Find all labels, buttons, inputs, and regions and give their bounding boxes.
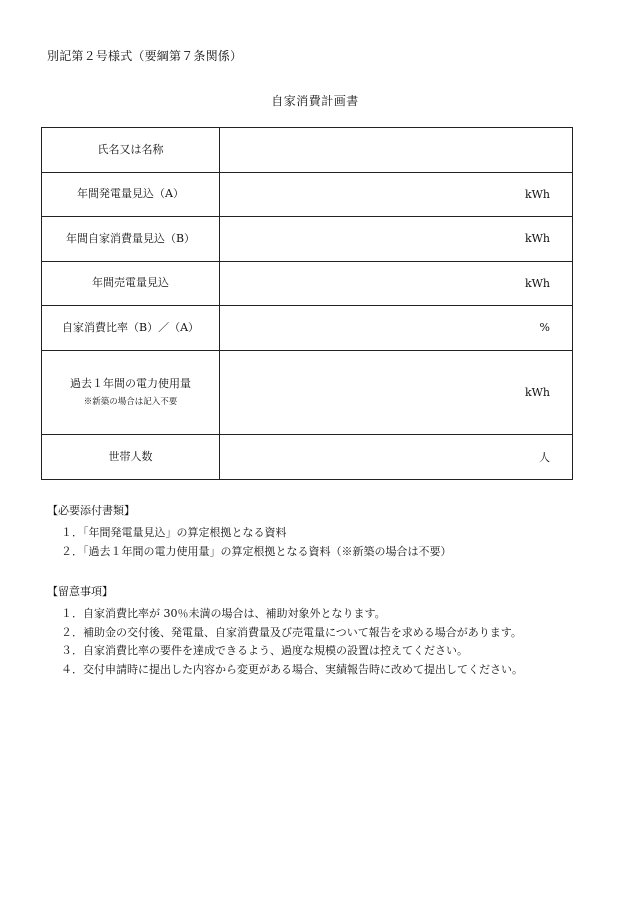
list-item: １．自家消費比率が 30％未満の場合は、補助対象外となります。 <box>61 607 386 620</box>
table-row-annual-self-consumption <box>42 217 573 262</box>
required-documents-section <box>47 502 452 561</box>
unit-label: 人 <box>539 451 550 465</box>
self-consumption-ratio-field[interactable] <box>220 306 573 351</box>
row-label-household-size: 世帯人数 <box>42 435 220 480</box>
list-item: ２．補助金の交付後、発電量、自家消費量及び売電量について報告を求める場合があります。 <box>61 625 522 639</box>
past-usage-field[interactable] <box>220 350 573 435</box>
household-size-field[interactable] <box>220 435 573 480</box>
row-label-past-usage <box>42 350 220 435</box>
unit-label: kWh <box>524 276 550 290</box>
row-label-annual-self-consumption: 年間自家消費量見込（B） <box>42 217 220 262</box>
list-item: ３．自家消費比率の要件を達成できるよう、過度な規模の設置は控えてください。 <box>61 644 468 657</box>
table-row-household-size <box>42 435 573 480</box>
past-usage-label: 過去１年間の電力使用量 <box>70 377 191 391</box>
list-item: ４．交付申請時に提出した内容から変更がある場合、実績報告時に改めて提出してください。 <box>61 662 523 676</box>
notes-section <box>47 583 523 679</box>
unit-label: kWh <box>524 232 550 246</box>
name-value-field[interactable] <box>220 128 573 173</box>
row-label-annual-generation: 年間発電量見込（A） <box>42 172 220 217</box>
table-row-name <box>42 128 573 173</box>
unit-label: % <box>539 321 550 335</box>
table-row-past-usage <box>42 350 573 435</box>
row-label-name: 氏名又は名称 <box>42 128 220 173</box>
list-item: １．「年間発電量見込」の算定根拠となる資料 <box>61 526 287 539</box>
notes-heading: 【留意事項】 <box>47 585 113 598</box>
annual-self-consumption-field[interactable] <box>220 217 573 262</box>
row-label-self-consumption-ratio: 自家消費比率（B）／（A） <box>42 306 220 351</box>
annual-sales-field[interactable] <box>220 261 573 306</box>
table-row-annual-sales <box>42 261 573 306</box>
required-documents-heading: 【必要添付書類】 <box>47 504 135 517</box>
form-number-label: 別記第２号様式（要綱第７条関係） <box>47 49 243 63</box>
table-row-self-consumption-ratio <box>42 306 573 351</box>
past-usage-note: ※新築の場合は記入不要 <box>83 396 178 407</box>
self-consumption-plan-table <box>41 127 573 480</box>
document-title: 自家消費計画書 <box>271 94 359 108</box>
annual-generation-field[interactable] <box>220 172 573 217</box>
row-label-annual-sales: 年間売電量見込 <box>42 261 220 306</box>
list-item: ２．「過去１年間の電力使用量」の算定根拠となる資料（※新築の場合は不要） <box>61 544 452 558</box>
unit-label: kWh <box>524 187 550 201</box>
table-row-annual-generation <box>42 172 573 217</box>
unit-label: kWh <box>524 386 550 400</box>
